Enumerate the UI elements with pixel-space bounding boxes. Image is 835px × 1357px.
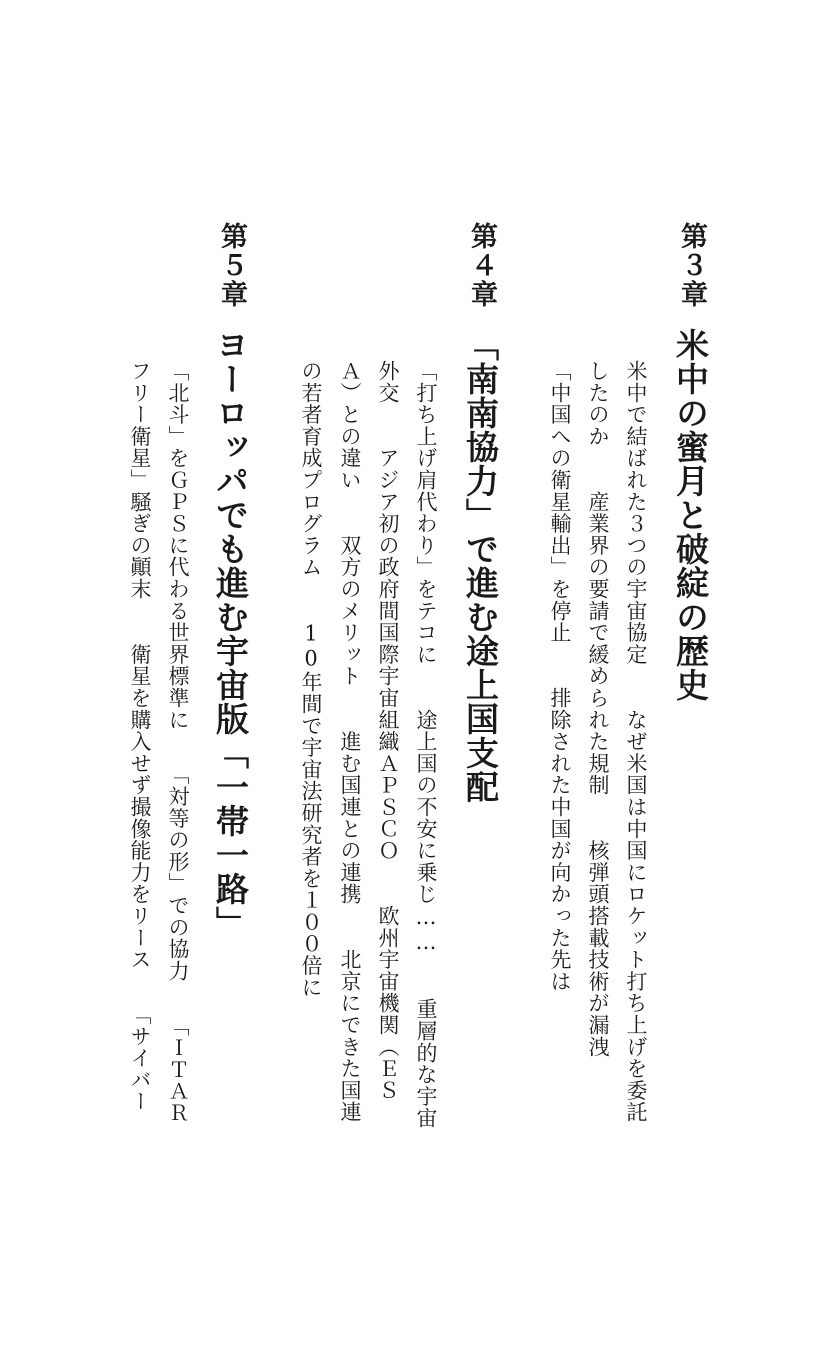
chapter-5-title: ヨーロッパでも進む宇宙版「一帯一路」	[211, 328, 250, 940]
chapter-4-line-1: 「打ち上げ肩代わり」をテコに 途上国の不安に乗じ…… 重層的な宇宙	[414, 360, 438, 1129]
chapter-4-line-3: Ａ）との違い 双方のメリット 進む国連との連携 北京にできた国連	[338, 360, 362, 1123]
chapter-3-line-2: したのか 産業界の要請で緩められた規制 核弾頭搭載技術が漏洩	[586, 360, 610, 1058]
chapter-4-line-4: の若者育成プログラム 10年間で宇宙法研究者を１００倍に	[299, 360, 323, 999]
chapter-3-line-1: 米中で結ばれた３つの宇宙協定 なぜ米国は中国にロケット打ち上げを委託	[624, 360, 648, 1123]
chapter-4-label: 第４章	[466, 222, 497, 309]
chapter-3-line-3: 「中国への衛星輸出」を停止 排除された中国が向かった先は	[548, 360, 572, 993]
chapter-4-line-2: 外交 アジア初の政府間国際宇宙組織ＡＰＳＣＯ 欧州宇宙機関（ＥＳ	[376, 360, 400, 1102]
chapter-3-label: 第３章	[676, 222, 707, 309]
chapter-4-title: 「南南協力」で進む途上国支配	[461, 328, 500, 804]
chapter-5-line-2: フリー衛星」騒ぎの顚末 衛星を購入せず撮像能力をリース 「サイバー	[128, 360, 152, 1113]
chapter-5-label: 第５章	[216, 222, 247, 309]
chapter-5-line-1: 「北斗」をＧＰＳに代わる世界標準に 「対等の形」での協力 「ＩＴＡＲ	[166, 360, 190, 1124]
chapter-3-title: 米中の蜜月と破綻の歴史	[671, 328, 710, 702]
